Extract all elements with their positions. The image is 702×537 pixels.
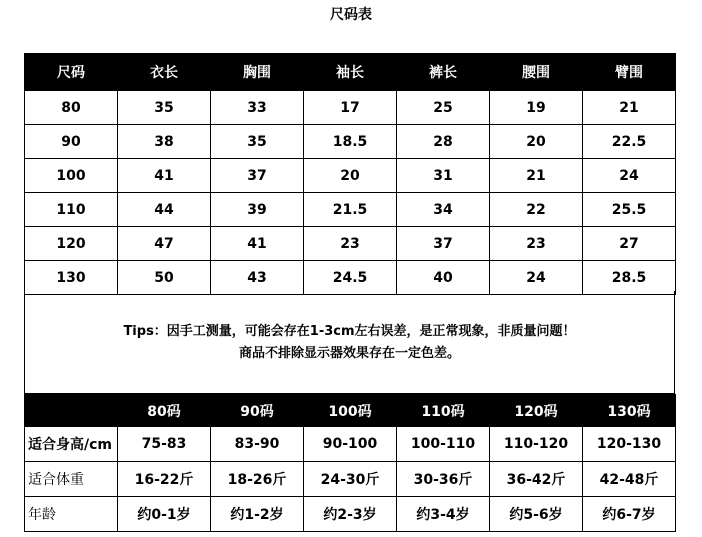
table-row [25,427,676,462]
table-cell: 18.5 [304,125,397,159]
table-cell: 24-30斤 [304,462,397,497]
header-cell-arm: 臂围 [583,54,676,91]
table-cell: 24 [583,159,676,193]
table-cell: 44 [118,193,211,227]
table-row [25,497,676,532]
header-cell-pants-length: 裤长 [397,54,490,91]
row-label: 适合身高/cm [25,427,118,462]
table-cell: 110-120 [490,427,583,462]
header-cell-sleeve: 袖长 [304,54,397,91]
table-cell: 120 [25,227,118,261]
header-cell-blank [25,395,118,427]
page-title: 尺码表 [330,7,372,23]
table-cell: 35 [211,125,304,159]
table-cell: 38 [118,125,211,159]
table-cell: 20 [304,159,397,193]
row-label: 适合体重 [25,462,118,497]
table-cell: 23 [304,227,397,261]
table-row [25,261,676,295]
header-cell-size: 尺码 [25,54,118,91]
table-cell: 24 [490,261,583,295]
table-cell: 40 [397,261,490,295]
table-cell: 16-22斤 [118,462,211,497]
table-cell: 90-100 [304,427,397,462]
header-cell-90: 90码 [211,395,304,427]
table-cell: 100-110 [397,427,490,462]
table-cell: 约1-2岁 [211,497,304,532]
table-cell: 19 [490,91,583,125]
table-cell: 50 [118,261,211,295]
table-cell: 31 [397,159,490,193]
header-cell-waist: 腰围 [490,54,583,91]
table-cell: 约3-4岁 [397,497,490,532]
header-cell-length: 衣长 [118,54,211,91]
table-cell: 42-48斤 [583,462,676,497]
table-cell: 34 [397,193,490,227]
header-cell-80: 80码 [118,395,211,427]
table-row [25,91,676,125]
table-cell: 约2-3岁 [304,497,397,532]
table-cell: 28.5 [583,261,676,295]
table-cell: 22 [490,193,583,227]
table-cell: 27 [583,227,676,261]
table-cell: 24.5 [304,261,397,295]
size-chart-table [24,53,676,295]
header-cell-130: 130码 [583,395,676,427]
table-cell: 20 [490,125,583,159]
table-row [25,159,676,193]
table-cell: 21 [490,159,583,193]
table-cell: 41 [118,159,211,193]
tips-line-1: Tips：因手工测量，可能会存在1-3cm左右误差，是正常现象，非质量问题！ [123,324,576,339]
header-cell-110: 110码 [397,395,490,427]
table-cell: 30-36斤 [397,462,490,497]
table-cell: 41 [211,227,304,261]
table-cell: 25.5 [583,193,676,227]
table-cell: 35 [118,91,211,125]
table-cell: 90 [25,125,118,159]
table-cell: 22.5 [583,125,676,159]
header-cell-chest: 胸围 [211,54,304,91]
table-cell: 80 [25,91,118,125]
header-cell-100: 100码 [304,395,397,427]
fit-table-header-row [25,395,676,427]
table-cell: 21.5 [304,193,397,227]
row-label: 年龄 [25,497,118,532]
table-cell: 约0-1岁 [118,497,211,532]
table-cell: 36-42斤 [490,462,583,497]
table-cell: 75-83 [118,427,211,462]
table-row [25,193,676,227]
table-cell: 33 [211,91,304,125]
fit-guide-table [24,394,676,532]
table-cell: 120-130 [583,427,676,462]
table-cell: 130 [25,261,118,295]
table-cell: 25 [397,91,490,125]
table-cell: 约5-6岁 [490,497,583,532]
table-cell: 83-90 [211,427,304,462]
table-cell: 43 [211,261,304,295]
table-row [25,462,676,497]
table-row [25,125,676,159]
tips-note [24,291,675,394]
header-cell-120: 120码 [490,395,583,427]
table-cell: 47 [118,227,211,261]
table-cell: 37 [211,159,304,193]
size-table-header-row [25,54,676,91]
table-cell: 100 [25,159,118,193]
table-cell: 39 [211,193,304,227]
table-cell: 110 [25,193,118,227]
table-cell: 21 [583,91,676,125]
table-cell: 37 [397,227,490,261]
table-cell: 17 [304,91,397,125]
table-row [25,227,676,261]
table-cell: 23 [490,227,583,261]
table-cell: 18-26斤 [211,462,304,497]
table-cell: 28 [397,125,490,159]
table-cell: 约6-7岁 [583,497,676,532]
tips-line-2: 商品不排除显示器效果存在一定色差。 [238,346,460,361]
